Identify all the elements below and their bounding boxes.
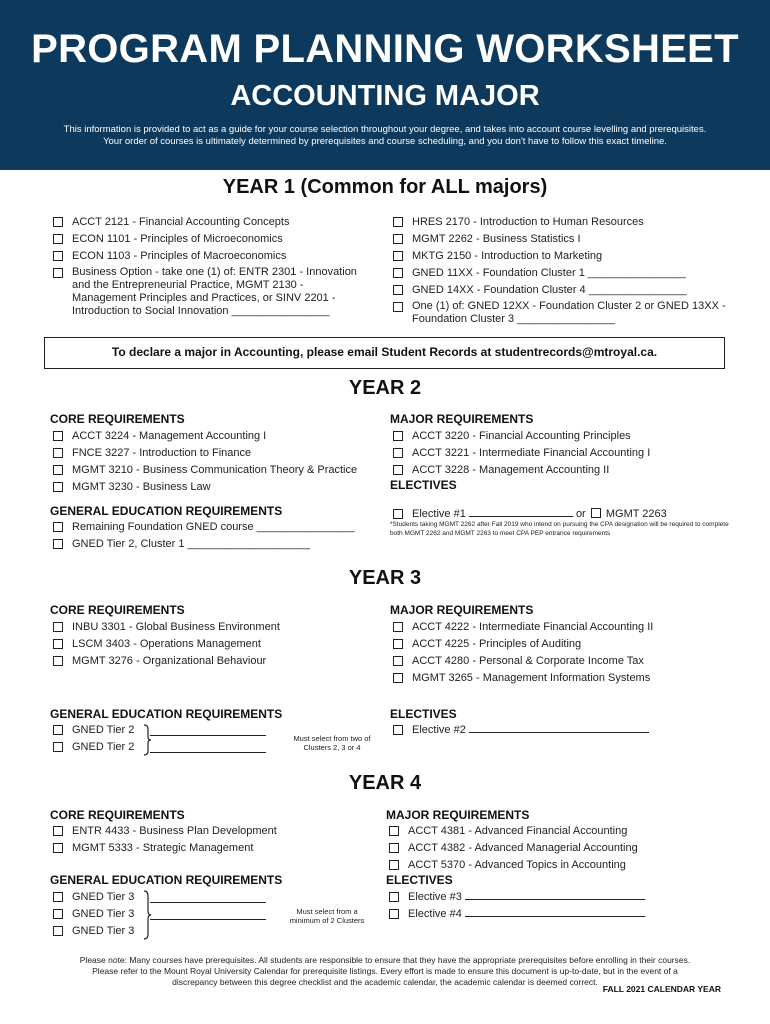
page-title: PROGRAM PLANNING WORKSHEET (31, 27, 739, 71)
elective-blank[interactable] (469, 507, 573, 517)
course-checkbox-item[interactable]: ACCT 4225 - Principles of Auditing (390, 636, 730, 653)
year3-major-list (390, 619, 730, 687)
course-checkbox-item[interactable]: ACCT 3221 - Intermediate Financial Accounting I (390, 445, 730, 462)
year4-title: YEAR 4 (348, 772, 422, 794)
year2-core-heading: CORE REQUIREMENTS (50, 412, 185, 426)
footer-line-2: Please refer to the Mount Royal University Calendar for prerequisite listings. Every effort is made to ensure this document is up-to-date, but in the event of a (92, 966, 678, 976)
checkbox[interactable] (393, 285, 403, 295)
checkbox[interactable] (53, 539, 63, 549)
elective-blank[interactable] (465, 907, 645, 917)
checkbox[interactable] (393, 622, 403, 632)
checkbox[interactable] (53, 482, 63, 492)
course-checkbox-item[interactable]: MGMT 3265 - Management Information Systems (390, 670, 730, 687)
year3-electives-heading: ELECTIVES (390, 707, 457, 721)
checkbox[interactable] (53, 448, 63, 458)
year2-title: YEAR 2 (348, 377, 422, 399)
checkbox[interactable] (53, 622, 63, 632)
elective-blank[interactable] (469, 723, 649, 733)
checkbox[interactable] (53, 639, 63, 649)
course-checkbox-item[interactable]: ACCT 4381 - Advanced Financial Accounting (386, 823, 730, 840)
course-checkbox-item[interactable]: FNCE 3227 - Introduction to Finance (50, 445, 380, 462)
elective-checkbox-item[interactable]: Elective #3 (386, 889, 730, 906)
checkbox[interactable] (393, 639, 403, 649)
year1-left-list (50, 214, 370, 320)
course-checkbox-item[interactable]: ACCT 3224 - Management Accounting I (50, 428, 380, 445)
checkbox[interactable] (53, 431, 63, 441)
year3-electives-list (390, 722, 730, 739)
year4-major-heading: MAJOR REQUIREMENTS (386, 808, 530, 822)
checkbox[interactable] (393, 251, 403, 261)
checkbox[interactable] (393, 656, 403, 666)
checkbox[interactable] (53, 909, 63, 919)
checkbox[interactable] (393, 268, 403, 278)
gened-blank[interactable] (150, 726, 266, 736)
course-checkbox-item[interactable]: Business Option - take one (1) of: ENTR 2301 - Innovation and the Entrepreneurial Practice, MGMT 2130 - Management Principles and Practices, or SINV 2201 - Introduction to Social Innovation ________________ (50, 265, 370, 320)
checkbox[interactable] (53, 892, 63, 902)
intro-line-1: This information is provided to act as a guide for your course selection throughout your degree, and takes into account course levelling and prerequisites. (63, 124, 707, 135)
year2-core-list (50, 428, 380, 496)
course-checkbox-item[interactable]: ACCT 4222 - Intermediate Financial Accounting II (390, 619, 730, 636)
year3-gened-heading: GENERAL EDUCATION REQUIREMENTS (50, 707, 283, 721)
checkbox[interactable] (53, 656, 63, 666)
gened-checkbox-item[interactable]: GNED Tier 2 (50, 722, 290, 739)
brace-icon (143, 724, 151, 756)
course-checkbox-item[interactable]: ECON 1101 - Principles of Microeconomics (50, 231, 370, 248)
course-checkbox-item[interactable]: GNED 11XX - Foundation Cluster 1 ________________ (390, 265, 730, 282)
year3-core-heading: CORE REQUIREMENTS (50, 603, 185, 617)
elective-blank[interactable] (465, 890, 645, 900)
checkbox[interactable] (53, 826, 63, 836)
checkbox[interactable] (53, 234, 63, 244)
gened-checkbox-item[interactable]: Remaining Foundation GNED course ________________ (50, 519, 380, 536)
checkbox[interactable] (389, 860, 399, 870)
gened-blank[interactable] (150, 893, 266, 903)
cpa-note: *Students taking MGMT 2262 after Fall 2019 who intend on pursuing the CPA designation will be required to complete both MGMT 2262 and MGMT 2263 to meet CPA PEP entrance requirements (390, 521, 729, 537)
checkbox[interactable] (53, 268, 63, 278)
checkbox[interactable] (53, 725, 63, 735)
course-checkbox-item[interactable]: MGMT 3276 - Organizational Behaviour (50, 653, 380, 670)
course-checkbox-item[interactable]: ACCT 5370 - Advanced Topics in Accounting (386, 857, 730, 874)
gened-blank[interactable] (150, 910, 266, 920)
checkbox[interactable] (591, 508, 601, 518)
year1-title: YEAR 1 (Common for ALL majors) (222, 176, 548, 198)
year3-title: YEAR 3 (348, 567, 422, 589)
course-checkbox-item[interactable]: ACCT 4382 - Advanced Managerial Accounting (386, 840, 730, 857)
course-checkbox-item[interactable]: ACCT 2121 - Financial Accounting Concepts (50, 214, 370, 231)
course-checkbox-item[interactable]: ENTR 4433 - Business Plan Development (50, 823, 380, 840)
checkbox[interactable] (53, 522, 63, 532)
gened-select-note: Must select from two of Clusters 2, 3 or 4 (293, 734, 371, 752)
course-checkbox-item[interactable]: INBU 3301 - Global Business Environment (50, 619, 380, 636)
course-checkbox-item[interactable]: MGMT 3210 - Business Communication Theory & Practice (50, 462, 380, 479)
footer-line-1: Please note: Many courses have prerequisites. All students are responsible to ensure that they have the appropriate prerequisites before enrolling in their courses. (79, 955, 691, 965)
year4-electives-heading: ELECTIVES (386, 873, 453, 887)
calendar-year: FALL 2021 CALENDAR YEAR (602, 984, 721, 994)
checkbox[interactable] (393, 465, 403, 475)
page-subtitle: ACCOUNTING MAJOR (230, 80, 540, 112)
course-checkbox-item[interactable]: GNED 14XX - Foundation Cluster 4 ________________ (390, 282, 730, 299)
course-checkbox-item[interactable]: One (1) of: GNED 12XX - Foundation Cluster 2 or GNED 13XX - Foundation Cluster 3 ________________ (390, 299, 730, 328)
course-checkbox-item[interactable]: ACCT 3220 - Financial Accounting Principles (390, 428, 730, 445)
course-checkbox-item[interactable]: MGMT 2262 - Business Statistics I (390, 231, 730, 248)
checkbox[interactable] (389, 909, 399, 919)
year4-major-list (386, 823, 730, 874)
intro-line-2: Your order of courses is ultimately determined by prerequisites and course scheduling, and you don't have to follow this exact timeline. (103, 136, 667, 147)
year3-major-heading: MAJOR REQUIREMENTS (390, 603, 534, 617)
year2-major-heading: MAJOR REQUIREMENTS (390, 412, 534, 426)
checkbox[interactable] (53, 926, 63, 936)
year2-electives-heading: ELECTIVES (390, 478, 457, 492)
footer-line-3: discrepancy between this degree checklist and the academic calendar, the academic calendar is deemed correct. (172, 977, 598, 987)
year4-core-heading: CORE REQUIREMENTS (50, 808, 185, 822)
checkbox[interactable] (389, 892, 399, 902)
year4-core-list (50, 823, 380, 857)
gened-select-note: Must select from a minimum of 2 Clusters (289, 907, 365, 925)
checkbox[interactable] (393, 234, 403, 244)
year2-gened-list (50, 519, 380, 553)
course-checkbox-item[interactable]: HRES 2170 - Introduction to Human Resources (390, 214, 730, 231)
declare-major-notice: To declare a major in Accounting, please email Student Records at studentrecords@mtroyal.ca. (44, 337, 725, 369)
gened-blank[interactable] (150, 743, 266, 753)
checkbox[interactable] (53, 742, 63, 752)
year4-gened-list (50, 889, 290, 940)
checkbox[interactable] (53, 217, 63, 227)
elective-checkbox-item[interactable]: Elective #1 or MGMT 2263 (390, 506, 730, 523)
year2-gened-heading: GENERAL EDUCATION REQUIREMENTS (50, 504, 283, 518)
year3-core-list (50, 619, 380, 670)
checkbox[interactable] (393, 725, 403, 735)
gened-checkbox-item[interactable]: GNED Tier 2, Cluster 1 ____________________ (50, 536, 380, 553)
checkbox[interactable] (389, 826, 399, 836)
year1-right-list (390, 214, 730, 328)
course-checkbox-item[interactable]: MGMT 5333 - Strategic Management (50, 840, 380, 857)
gened-checkbox-item[interactable]: GNED Tier 3 (50, 923, 290, 940)
year2-major-list (390, 428, 730, 479)
checkbox[interactable] (393, 509, 403, 519)
gened-checkbox-item[interactable]: GNED Tier 3 (50, 906, 290, 923)
checkbox[interactable] (393, 302, 403, 312)
checkbox[interactable] (53, 465, 63, 475)
year4-gened-heading: GENERAL EDUCATION REQUIREMENTS (50, 873, 283, 887)
gened-checkbox-item[interactable]: GNED Tier 2 (50, 739, 290, 756)
course-checkbox-item[interactable]: MGMT 3230 - Business Law (50, 479, 380, 496)
checkbox[interactable] (389, 843, 399, 853)
course-checkbox-item[interactable]: LSCM 3403 - Operations Management (50, 636, 380, 653)
course-checkbox-item[interactable]: ACCT 4280 - Personal & Corporate Income Tax (390, 653, 730, 670)
header-banner (0, 0, 770, 170)
checkbox[interactable] (393, 448, 403, 458)
checkbox[interactable] (393, 217, 403, 227)
checkbox[interactable] (53, 251, 63, 261)
gened-checkbox-item[interactable]: GNED Tier 3 (50, 889, 290, 906)
brace-icon (143, 890, 151, 940)
checkbox[interactable] (393, 431, 403, 441)
year4-electives-list (386, 889, 730, 923)
year3-gened-list (50, 722, 290, 756)
checkbox[interactable] (393, 673, 403, 683)
course-checkbox-item[interactable]: ECON 1103 - Principles of Macroeconomics (50, 248, 370, 265)
elective-checkbox-item[interactable]: Elective #4 (386, 906, 730, 923)
course-checkbox-item[interactable]: MKTG 2150 - Introduction to Marketing (390, 248, 730, 265)
elective-checkbox-item[interactable]: Elective #2 (390, 722, 730, 739)
course-checkbox-item[interactable]: ACCT 3228 - Management Accounting II (390, 462, 730, 479)
checkbox[interactable] (53, 843, 63, 853)
